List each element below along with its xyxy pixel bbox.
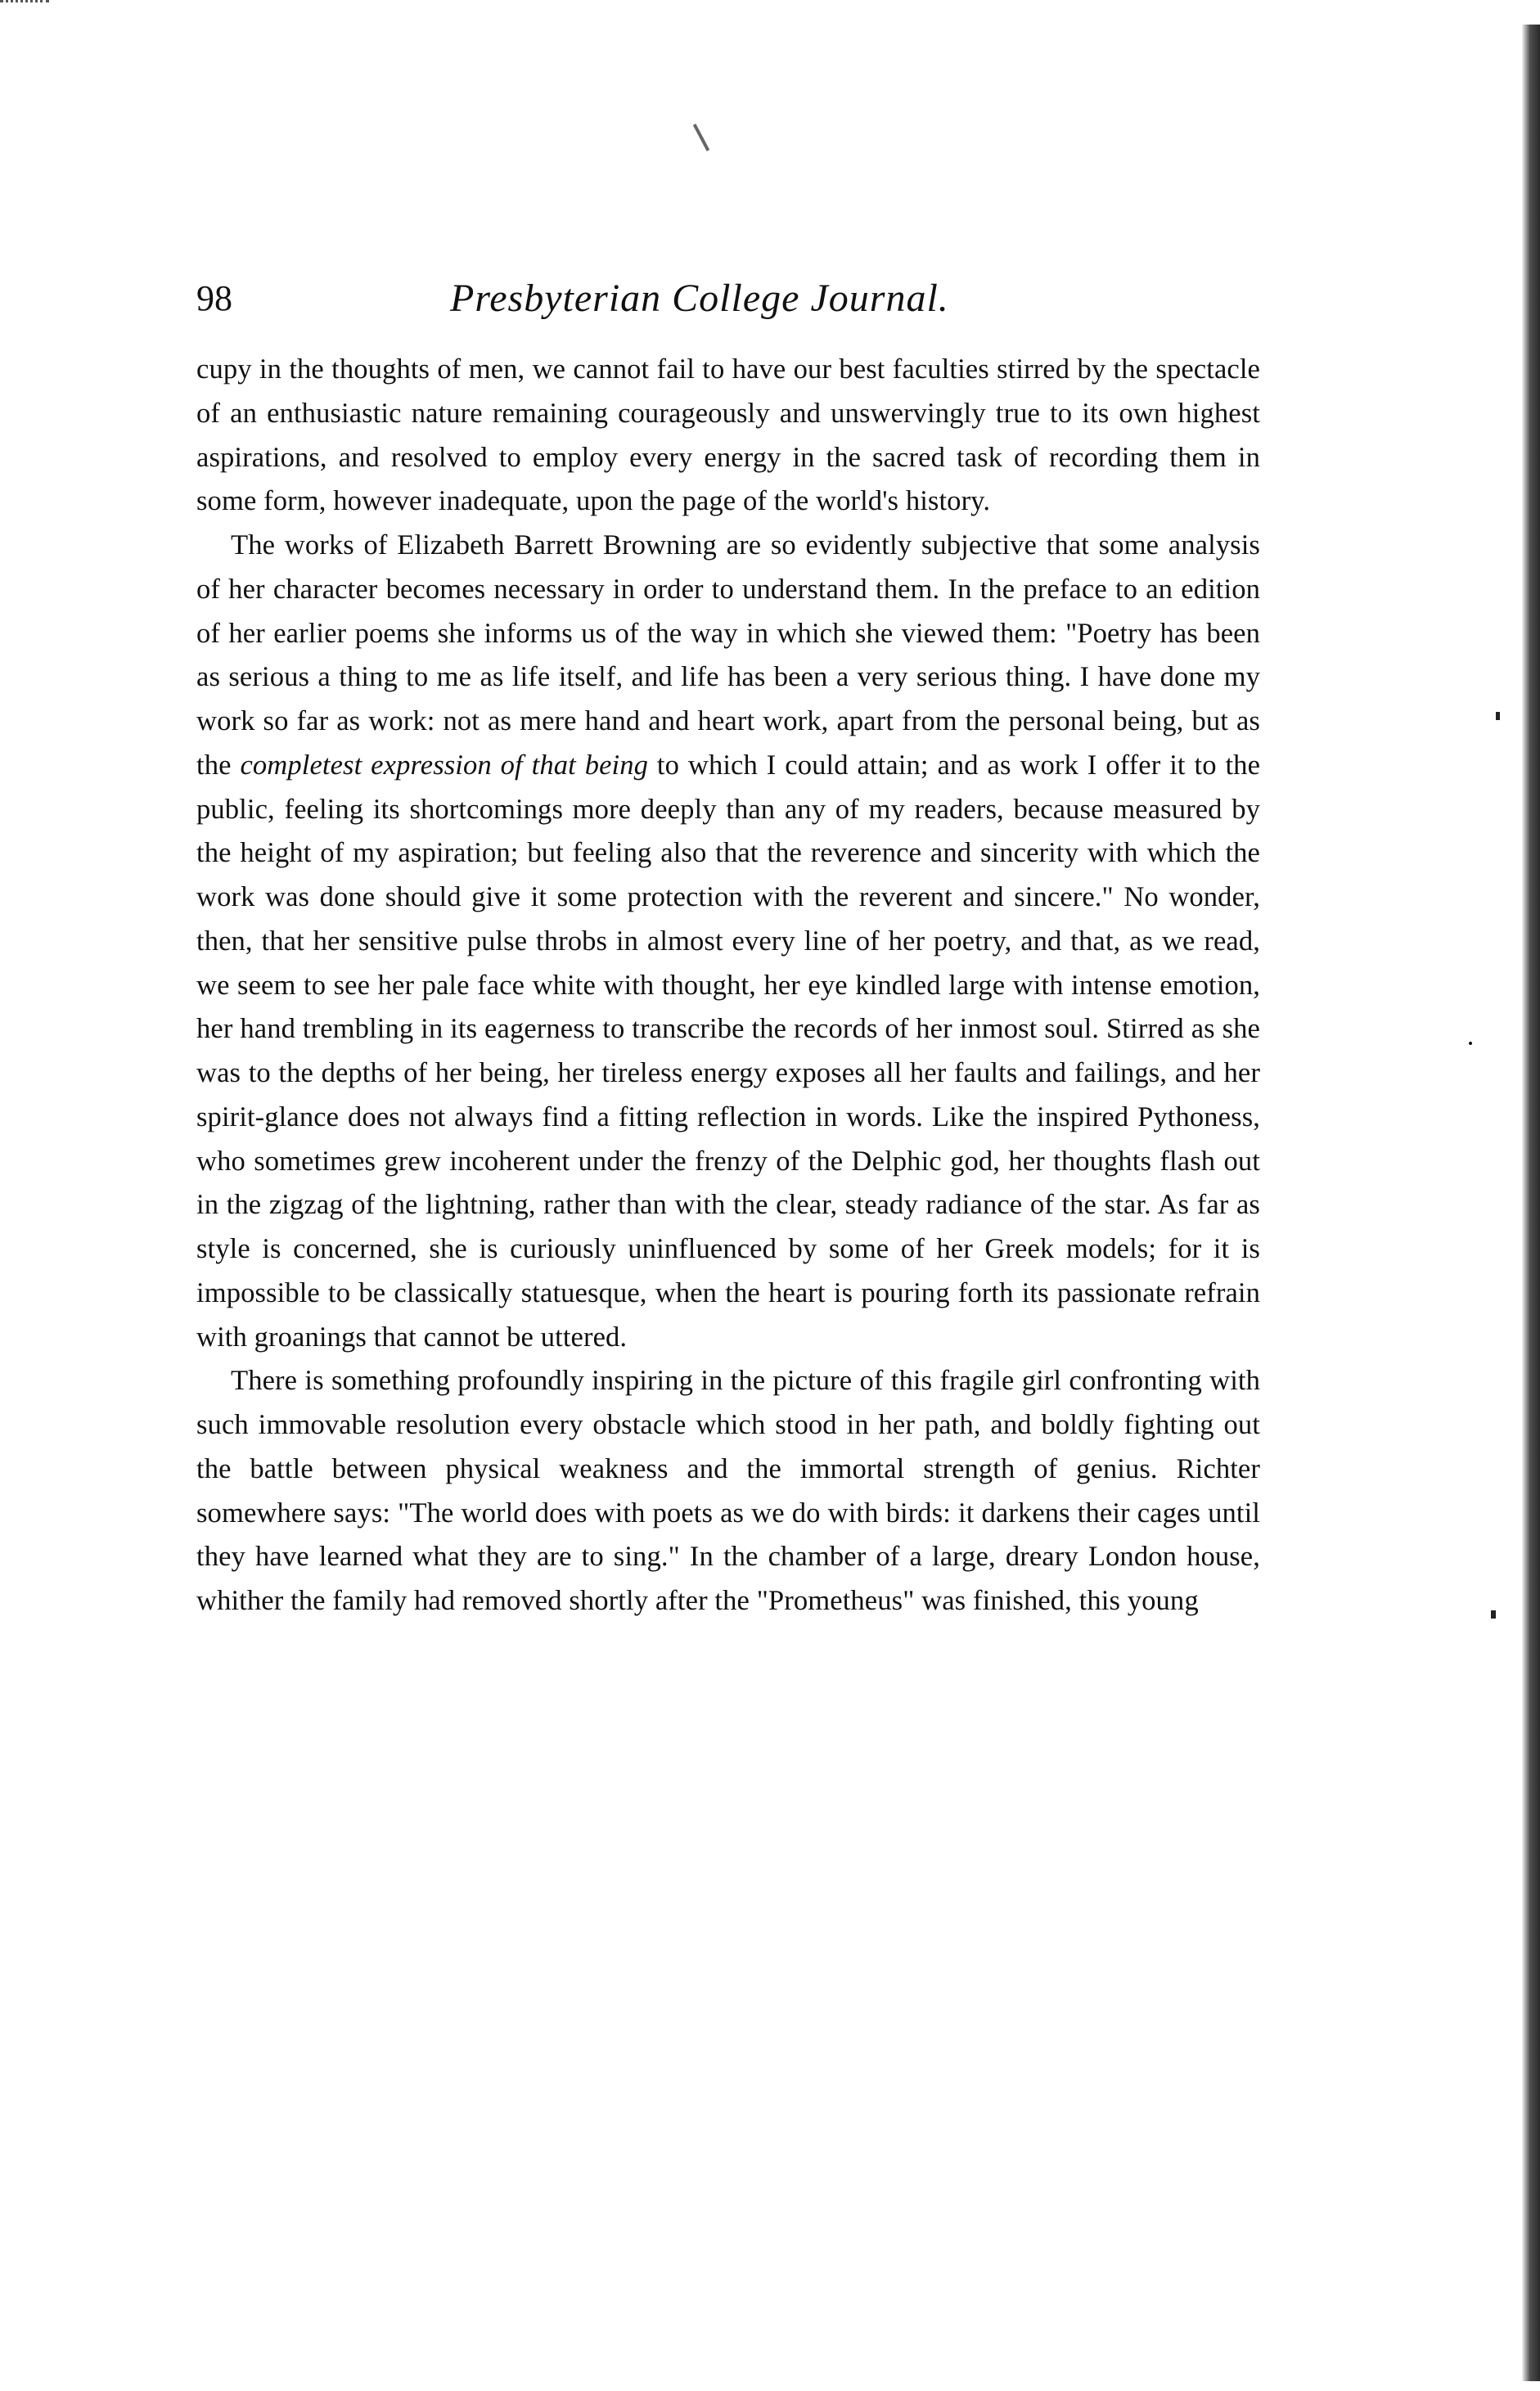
page-number: 98	[196, 278, 232, 318]
edge-speckle	[1496, 712, 1500, 720]
journal-title: Presbyterian College Journal.	[450, 277, 949, 320]
edge-speckle	[1491, 1610, 1496, 1619]
paragraph-2	[196, 524, 1260, 1359]
scan-mark	[0, 0, 49, 6]
paragraph-2-text-part2: to which I could attain; and as work I offer it to the public, feeling its shortcomings more deeply than any of my readers, because measured by the height of my aspiration; but feeling also that the reverence and sincerity with which the work was done should give it some protection with the reverent and sincere." No wonder, then, that her sensitive pulse throbs in almost every line of her poetry, and that, as we read, we seem to see her pale face white with thought, her eye kindled large with intense emotion, her hand trembling in its eagerness to transcribe the records of her inmost soul. Stirred as she was to the depths of her being, her tireless energy exposes all her faults and failings, and her spirit-glance does not always find a fitting reflection in words. Like the inspired Pythoness, who sometimes grew incoherent under the frenzy of the Delphic god, her thoughts flash out in the zigzag of the lightning, rather than with the clear, steady radiance of the star. As far as style is concerned, she is curiously uninfluenced by some of her Greek models; for it is impossible to be classically statuesque, when the heart is pouring forth its passionate refrain with groanings that cannot be uttered.	[196, 749, 1261, 1353]
paragraph-1: cupy in the thoughts of men, we cannot fail to have our best faculties stirred by the spectacle of an enthusiastic nature remaining courageously and unswervingly true to its own highest aspirations, and resolved to employ every energy in the sacred task of recording them in some form, however inadequate, upon the page of the world's history.	[196, 353, 1260, 517]
ink-tick-mark	[693, 124, 709, 151]
page-edge-shadow	[1522, 25, 1540, 2381]
article-body	[196, 348, 1260, 1623]
paragraph-3: There is something profoundly inspiring in the picture of this fragile girl confronting with such immovable resolution every obstacle which stood in her path, and boldly fighting out the battle between physical weakness and the immortal strength of genius. Richter somewhere says: "The world does with poets as we do with birds: it darkens their cages until they have learned what they are to sing." In the chamber of a large, dreary London house, whither the family had removed shortly after the "Prometheus" was finished, this young	[196, 1365, 1260, 1616]
running-head	[196, 274, 1260, 331]
paragraph-2-text-part1: The works of Elizabeth Barrett Browning are so evidently subjective that some analysis of her character becomes necessary in order to understand them. In the preface to an edition of her earlier poems she informs us of the way in which she viewed them: "Poetry has been as serious a thing to me as life itself, and life has been a very serious thing. I have done my work so far as work: not as mere hand and heart work, apart from the personal being, but as the	[196, 529, 1260, 781]
edge-speckle	[1469, 1042, 1472, 1045]
italic-emphasis: completest expression of that being	[240, 749, 649, 781]
